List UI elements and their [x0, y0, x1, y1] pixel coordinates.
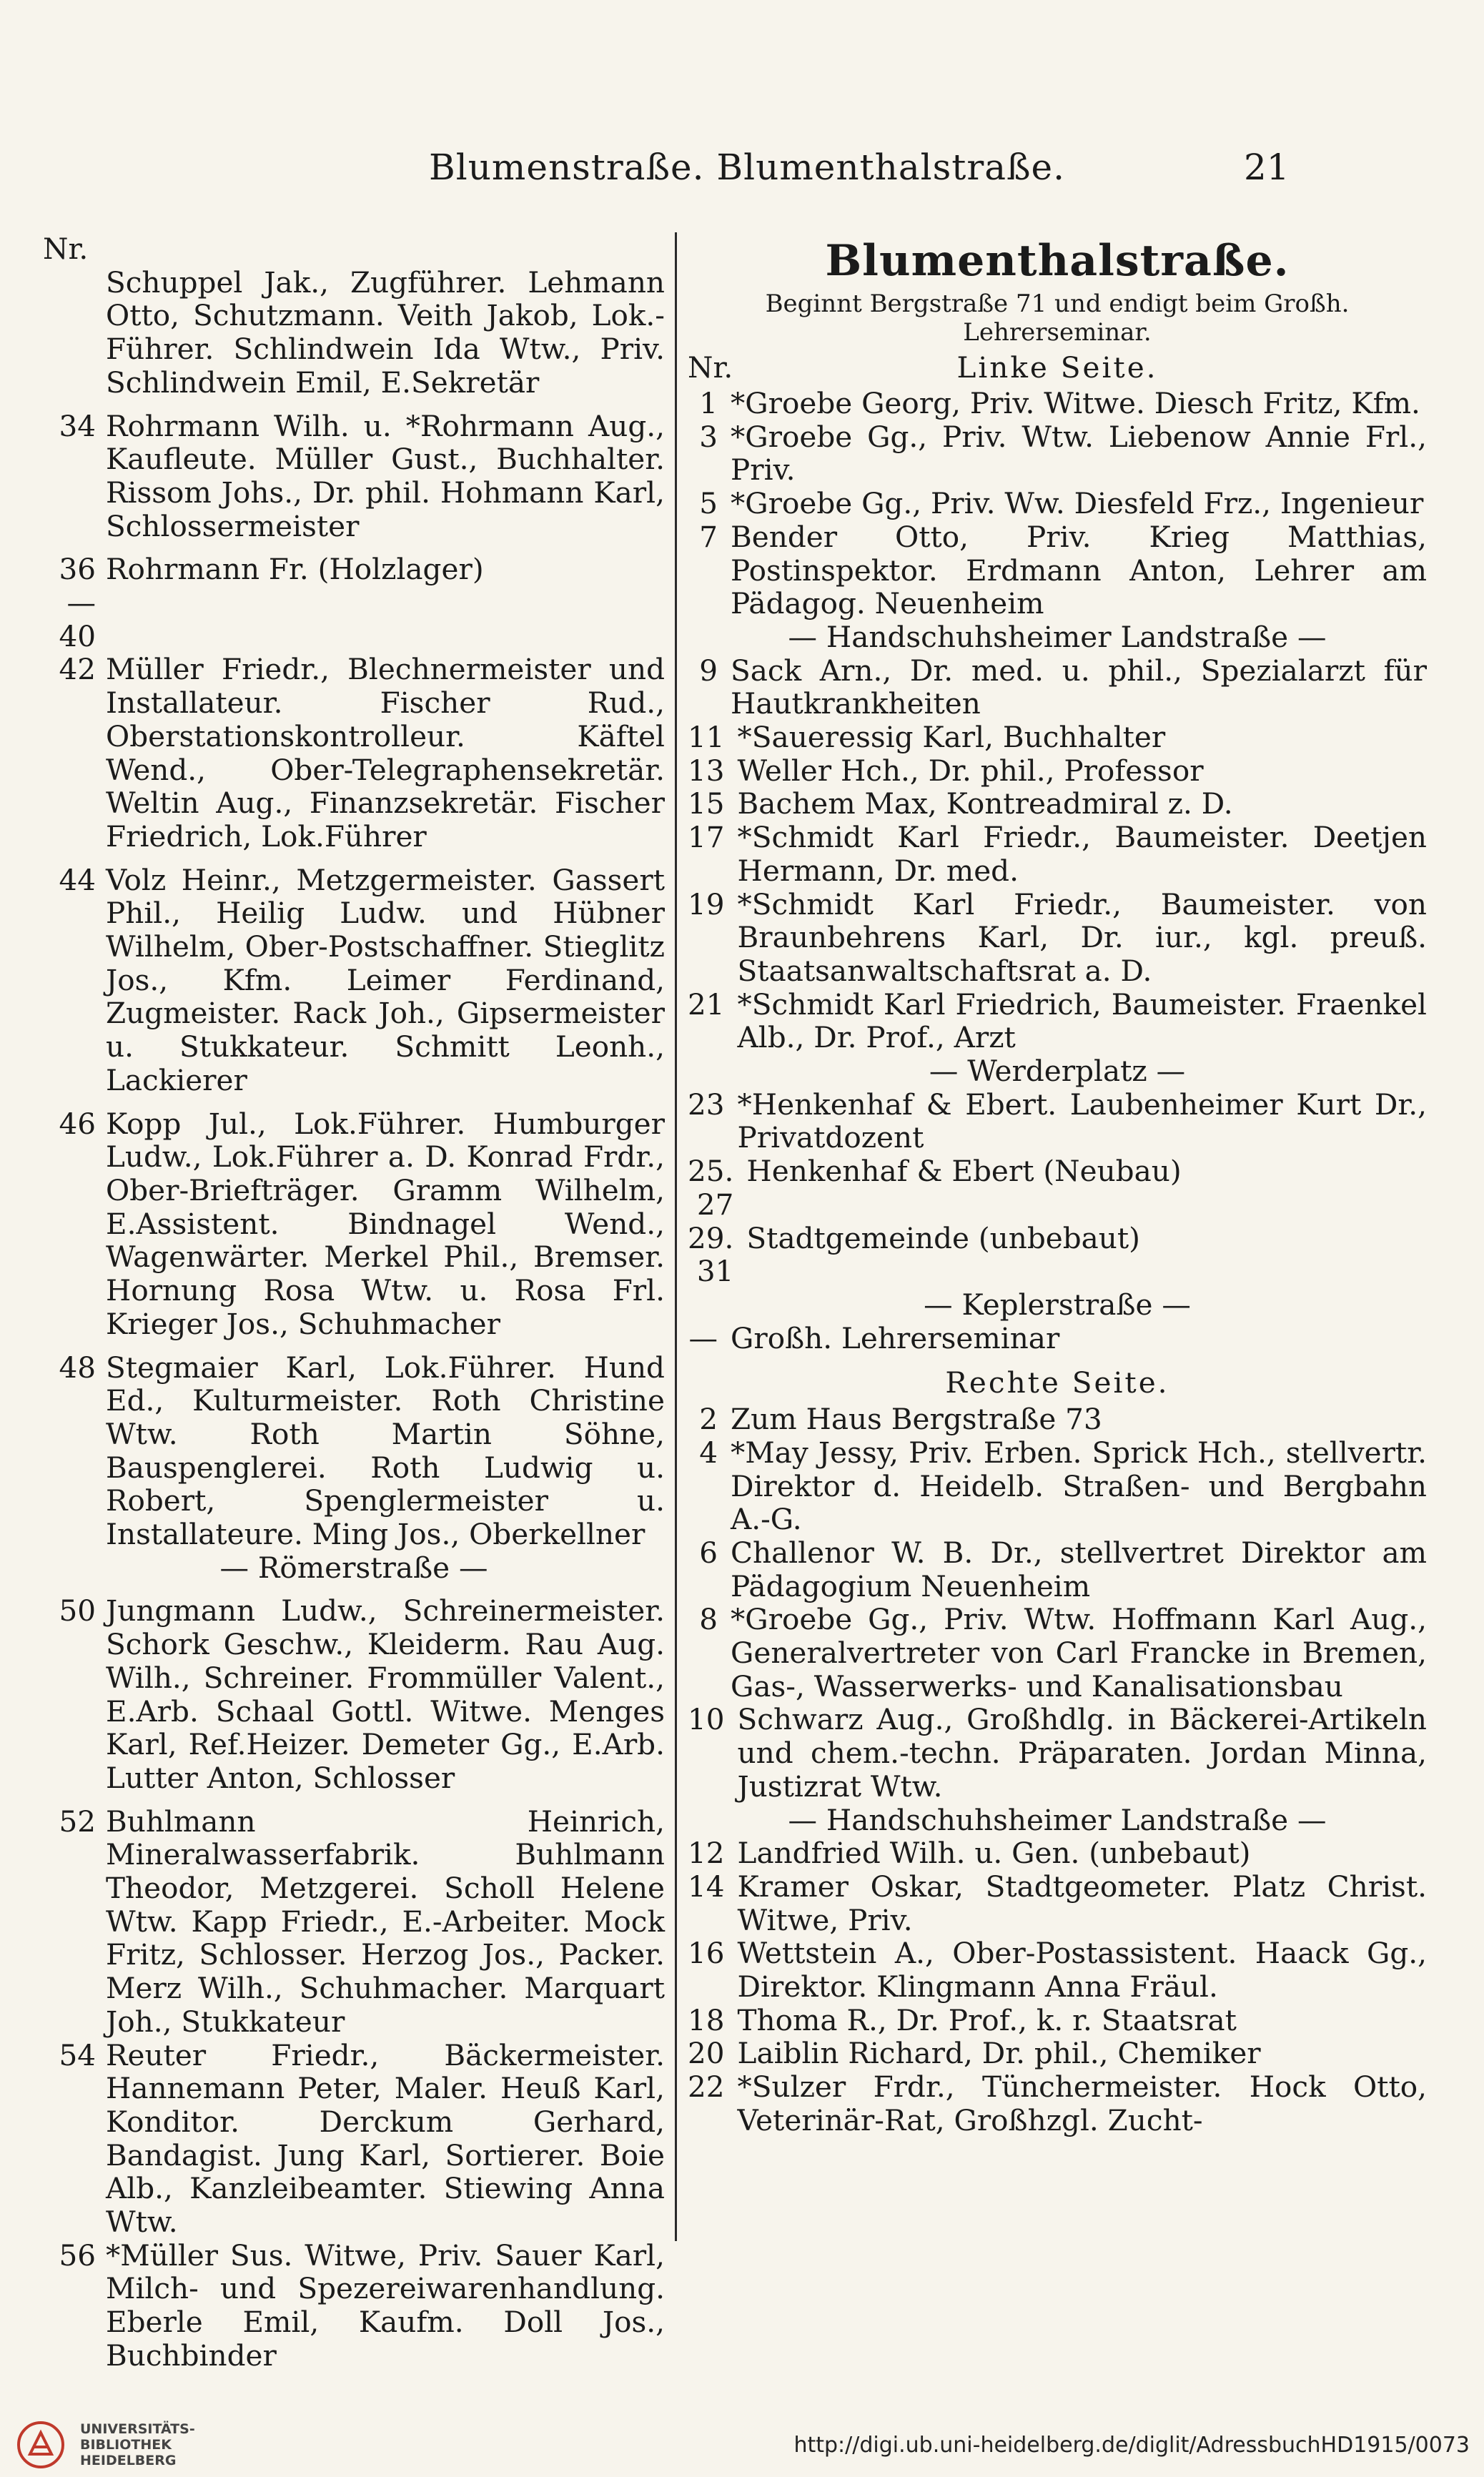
resident-text: Laiblin Richard, Dr. phil., Chemiker	[737, 2036, 1261, 2071]
running-title: Blumenstraße. Blumenthalstraße.	[429, 147, 1065, 188]
house-number: 34	[59, 408, 96, 443]
address-entry	[688, 387, 1427, 420]
address-entry	[688, 1603, 1427, 1703]
resident-text: *Saueressig Karl, Buchhalter	[737, 720, 1166, 755]
house-number: 3	[699, 419, 718, 454]
column-divider	[675, 232, 677, 2241]
address-entry	[43, 1594, 665, 1794]
house-number: 22	[688, 2070, 725, 2105]
address-entry	[688, 754, 1427, 788]
address-entry	[43, 410, 665, 543]
cross-street: — Handschuhsheimer Landstraße —	[788, 1802, 1327, 1837]
house-number: 14	[688, 1869, 725, 1904]
address-entry	[688, 420, 1427, 487]
house-number: 13	[688, 753, 725, 788]
resident-text: Sack Arn., Dr. med. u. phil., Spezialarzt für Hautkrankheiten	[731, 653, 1427, 721]
library-line: BIBLIOTHEK	[80, 2437, 172, 2453]
resident-text: Volz Heinr., Metzgermeister. Gassert Phil., Heilig Ludw. und Hübner Wilhelm, Ober-Postschaffner. Stieglitz Jos., Kfm. Leimer Ferdinand, Zugmeister. Rack Joh., Gipsermeister u. Stukkateur. Schmitt Leonh., Lackierer	[106, 862, 665, 1097]
house-number: 11	[688, 720, 725, 755]
house-number: —	[688, 1320, 718, 1355]
address-entry	[688, 988, 1427, 1054]
house-number: 2	[699, 1402, 718, 1437]
house-number: 54	[59, 2037, 96, 2072]
resident-text: Landfried Wilh. u. Gen. (unbebaut)	[737, 1836, 1251, 1871]
source-url-link[interactable]: http://digi.ub.uni-heidelberg.de/diglit/AdressbuchHD1915/0073	[793, 2433, 1470, 2458]
house-number: 5	[699, 486, 718, 521]
resident-text: Challenor W. B. Dr., stellvertret Direktor am Pädagogium Neuenheim	[731, 1535, 1427, 1603]
address-entry	[688, 1870, 1427, 1937]
address-entry	[688, 1322, 1427, 1355]
nr-side-row	[688, 351, 1427, 387]
resident-text: Bender Otto, Priv. Krieg Matthias, Postinspektor. Erdmann Anton, Lehrer am Pädagog. Neuenheim	[731, 519, 1427, 621]
right-column	[688, 232, 1427, 2137]
address-entry	[688, 1536, 1427, 1603]
resident-text: Weller Hch., Dr. phil., Professor	[737, 753, 1204, 788]
resident-text: Schuppel Jak., Zugführer. Lehmann Otto, Schutzmann. Veith Jakob, Lok.-Führer. Schlindwein Ida Wtw., Priv. Schlindwein Emil, E.Sekretär	[106, 264, 665, 400]
address-entry	[688, 1088, 1427, 1155]
resident-text: Rohrmann Fr. (Holzlager)	[106, 552, 484, 587]
address-entry	[688, 1222, 1427, 1288]
resident-text: *Sulzer Frdr., Tünchermeister. Hock Otto, Veterinär-Rat, Großhzgl. Zucht-	[737, 2070, 1427, 2137]
house-number: 48	[59, 1350, 96, 1385]
address-entry	[688, 2004, 1427, 2037]
address-entry	[688, 821, 1427, 887]
resident-text: *Henkenhaf & Ebert. Laubenheimer Kurt Dr., Privatdozent	[737, 1087, 1427, 1155]
nr-label: Nr.	[688, 350, 733, 385]
address-entry	[688, 721, 1427, 754]
address-entry	[688, 654, 1427, 721]
address-entry	[688, 520, 1427, 621]
house-number: 23	[688, 1087, 725, 1122]
resident-text: Wettstein A., Ober-Postassistent. Haack Gg., Direktor. Klingmann Anna Fräul.	[737, 1936, 1427, 2004]
address-entry	[688, 2070, 1427, 2137]
resident-text: Zum Haus Bergstraße 73	[731, 1402, 1102, 1437]
page-header	[0, 147, 1484, 189]
house-number: 15	[688, 786, 725, 821]
house-number: 44	[59, 862, 96, 897]
resident-text: *May Jessy, Priv. Erben. Sprick Hch., stellvertr. Direktor d. Heidelb. Straßen- und Bergbahn A.-G.	[731, 1435, 1427, 1537]
address-entry	[43, 864, 665, 1097]
resident-text: *Schmidt Karl Friedr., Baumeister. von Braunbehrens Karl, Dr. iur., kgl. preuß. Staatsanwaltschaftsrat a. D.	[737, 886, 1427, 988]
cross-street: — Römerstraße —	[219, 1550, 488, 1585]
resident-text: Schwarz Aug., Großhdlg. in Bäckerei-Artikeln und chem.-techn. Präparaten. Jordan Minna, Justizrat Wtw.	[737, 1702, 1427, 1804]
right-side-list	[688, 1403, 1427, 2137]
address-entry	[43, 1351, 665, 1551]
street-description: Beginnt Bergstraße 71 und endigt beim Großh. Lehrerseminar.	[765, 290, 1350, 347]
address-entry	[43, 653, 665, 853]
left-side-heading: Linke Seite.	[956, 350, 1158, 385]
address-entry	[688, 1436, 1427, 1536]
library-line: HEIDELBERG	[80, 2453, 177, 2468]
house-number: 10	[688, 1702, 725, 1737]
house-number: 17	[688, 820, 725, 855]
street-title: Blumenthalstraße.	[825, 236, 1290, 286]
address-entry	[688, 1155, 1427, 1221]
house-number: 6	[699, 1535, 718, 1570]
house-number: 20	[688, 2036, 725, 2071]
house-number: 16	[688, 1936, 725, 1971]
page-footer	[0, 2413, 1484, 2477]
house-number: 42	[59, 652, 96, 687]
right-side-heading: Rechte Seite.	[945, 1365, 1169, 1400]
library-seal-icon	[16, 2420, 66, 2470]
address-entry	[43, 1805, 665, 2039]
cross-street: — Handschuhsheimer Landstraße —	[788, 619, 1327, 654]
house-number	[43, 266, 106, 400]
address-entry	[688, 1836, 1427, 1870]
resident-text: *Groebe Georg, Priv. Witwe. Diesch Fritz, Kfm.	[731, 386, 1420, 420]
house-number: 46	[59, 1106, 96, 1141]
house-number: 25. 27	[688, 1154, 734, 1222]
resident-text: *Schmidt Karl Friedrich, Baumeister. Fraenkel Alb., Dr. Prof., Arzt	[737, 987, 1427, 1055]
resident-text: Kramer Oskar, Stadtgeometer. Platz Christ. Witwe, Priv.	[737, 1869, 1427, 1937]
resident-text: Thoma R., Dr. Prof., k. r. Staatsrat	[737, 2002, 1237, 2037]
address-entry	[688, 487, 1427, 520]
left-side-list	[688, 387, 1427, 1355]
address-entry	[688, 888, 1427, 988]
house-number: 4	[699, 1435, 718, 1470]
house-number: 18	[688, 2002, 725, 2037]
address-entry	[43, 266, 665, 400]
page-number: 21	[1244, 147, 1290, 188]
resident-text: *Groebe Gg., Priv. Ww. Diesfeld Frz., Ingenieur	[731, 486, 1424, 521]
resident-text: Stadtgemeinde (unbebaut)	[746, 1220, 1140, 1255]
resident-text: Großh. Lehrerseminar	[731, 1320, 1060, 1355]
address-entry	[688, 2037, 1427, 2070]
house-number: 8	[699, 1602, 718, 1637]
resident-text: Reuter Friedr., Bäckermeister. Hannemann Peter, Maler. Heuß Karl, Konditor. Derckum Gerhard, Bandagist. Jung Karl, Sortierer. Boie Alb., Kanzleibeamter. Stiewing Anna Wtw.	[106, 2037, 665, 2240]
house-number: 56	[59, 2238, 96, 2273]
nr-label: Nr.	[43, 232, 89, 266]
address-entry	[688, 1937, 1427, 2003]
address-entry	[688, 1403, 1427, 1436]
house-number: 50	[59, 1593, 96, 1628]
house-number: 21	[688, 987, 725, 1022]
house-number: 1	[699, 386, 718, 420]
house-number: 12	[688, 1836, 725, 1871]
resident-text: Stegmaier Karl, Lok.Führer. Hund Ed., Kulturmeister. Roth Christine Wtw. Roth Martin Söhne, Bauspenglerei. Roth Ludwig u. Robert, Spenglermeister u. Installateure. Ming Jos., Oberkellner	[106, 1350, 665, 1552]
resident-text: Kopp Jul., Lok.Führer. Humburger Ludw., Lok.Führer a. D. Konrad Frdr., Ober-Briefträger. Gramm Wilhelm, E.Assistent. Bindnagel Wend., Wagenwärter. Merkel Phil., Bremser. Hornung Rosa Wtw. u. Rosa Frl. Krieger Jos., Schuhmacher	[106, 1106, 665, 1341]
house-number: 36—40	[59, 552, 96, 653]
address-entry	[688, 1703, 1427, 1803]
library-line: UNIVERSITÄTS-	[80, 2421, 195, 2437]
address-entry	[43, 1107, 665, 1341]
cross-street: — Werderplatz —	[929, 1054, 1186, 1089]
house-number: 29. 31	[688, 1220, 734, 1289]
resident-text: Bachem Max, Kontreadmiral z. D.	[737, 786, 1233, 821]
resident-text: *Müller Sus. Witwe, Priv. Sauer Karl, Milch- und Spezereiwarenhandlung. Eberle Emil, Kaufm. Doll Jos., Buchbinder	[106, 2238, 665, 2373]
house-number: 52	[59, 1804, 96, 1839]
house-number: 7	[699, 519, 718, 554]
house-number: 19	[688, 886, 725, 921]
resident-text: Rohrmann Wilh. u. *Rohrmann Aug., Kaufleute. Müller Gust., Buchhalter. Rissom Johs., Dr. phil. Hohmann Karl, Schlossermeister	[106, 408, 665, 543]
address-entry	[43, 2239, 665, 2373]
resident-text: Jungmann Ludw., Schreinermeister. Schork Geschw., Kleiderm. Rau Aug. Wilh., Schreiner. Frommüller Valent., E.Arb. Schaal Gottl. Witwe. Menges Karl, Ref.Heizer. Demeter Gg., E.Arb. Lutter Anton, Schlosser	[106, 1593, 665, 1795]
address-entry	[43, 553, 665, 653]
resident-text: *Schmidt Karl Friedr., Baumeister. Deetjen Hermann, Dr. med.	[737, 820, 1427, 888]
resident-text: Müller Friedr., Blechnermeister und Installateur. Fischer Rud., Oberstationskontrolleur. Käftel Wend., Ober-Telegraphensekretär. Weltin Aug., Finanzsekretär. Fischer Friedrich, Lok.Führer	[106, 652, 665, 854]
house-number: 9	[699, 653, 718, 688]
address-entry	[688, 787, 1427, 821]
cross-street: — Keplerstraße —	[924, 1287, 1191, 1322]
left-column	[43, 232, 665, 2373]
address-entry	[43, 2039, 665, 2239]
resident-text: Buhlmann Heinrich, Mineralwasserfabrik. Buhlmann Theodor, Metzgerei. Scholl Helene Wtw. Kapp Friedr., E.-Arbeiter. Mock Fritz, Schlosser. Herzog Jos., Packer. Merz Wilh., Schuhmacher. Marquart Joh., Stukkateur	[106, 1804, 665, 2039]
resident-text: *Groebe Gg., Priv. Wtw. Hoffmann Karl Aug., Generalvertreter von Carl Francke in Bremen, Gas-, Wasserwerks- und Kanalisationsbau	[731, 1602, 1427, 1704]
resident-text: Henkenhaf & Ebert (Neubau)	[746, 1154, 1182, 1189]
resident-text: *Groebe Gg., Priv. Wtw. Liebenow Annie Frl., Priv.	[731, 419, 1427, 488]
library-name	[80, 2421, 195, 2468]
